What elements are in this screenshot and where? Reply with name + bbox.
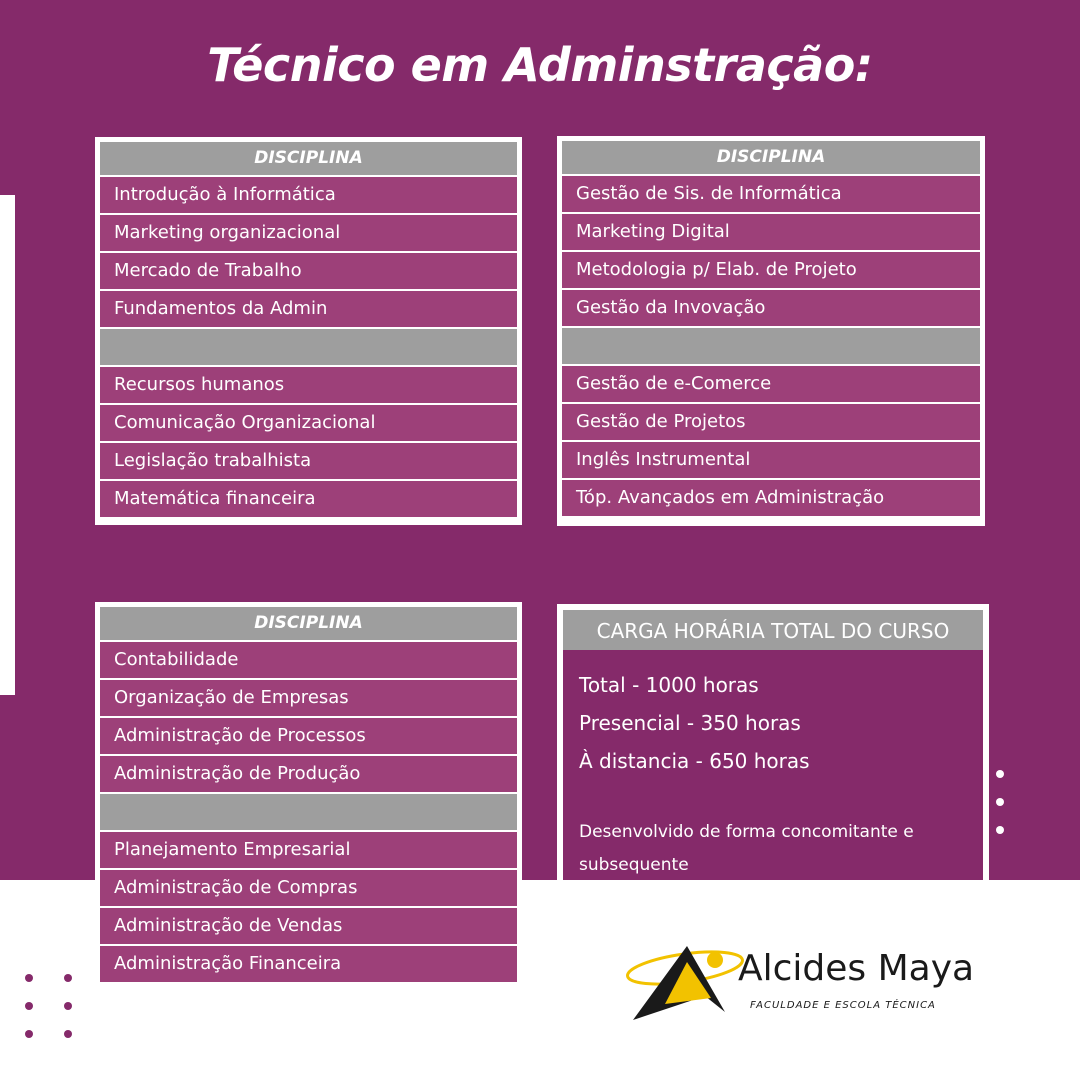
table-row: Planejamento Empresarial	[100, 832, 517, 868]
dot-icon	[996, 826, 1004, 834]
table-row: Recursos humanos	[100, 367, 517, 403]
table-row: Tóp. Avançados em Administração	[562, 480, 980, 516]
table-row: Gestão de Projetos	[562, 404, 980, 440]
table-header: DISCIPLINA	[100, 142, 517, 175]
table-row: Inglês Instrumental	[562, 442, 980, 478]
workload-note-line-1: Desenvolvido de forma concomitante e	[579, 822, 914, 842]
table-row: Legislação trabalhista	[100, 443, 517, 479]
table-row: Administração de Vendas	[100, 908, 517, 944]
dot-icon	[25, 1002, 33, 1010]
table-separator	[100, 329, 517, 365]
workload-note	[579, 816, 967, 882]
dot-icon	[64, 1002, 72, 1010]
workload-body	[563, 650, 983, 880]
logo-mark-icon	[625, 940, 745, 1030]
discipline-table-2	[557, 136, 985, 526]
table-row: Organização de Empresas	[100, 680, 517, 716]
table-separator	[562, 328, 980, 364]
table-row: Gestão de Sis. de Informática	[562, 176, 980, 212]
alcides-maya-logo	[625, 940, 975, 1030]
left-white-strip	[0, 195, 15, 695]
discipline-table-1	[95, 137, 522, 525]
table-header: DISCIPLINA	[562, 141, 980, 174]
page-title: Técnico em Adminstração:	[207, 38, 873, 92]
table-row: Comunicação Organizacional	[100, 405, 517, 441]
table-row: Mercado de Trabalho	[100, 253, 517, 289]
workload-header: CARGA HORÁRIA TOTAL DO CURSO	[563, 610, 983, 650]
dot-icon	[64, 1030, 72, 1038]
workload-presencial: Presencial - 350 horas	[579, 711, 801, 735]
table-separator	[100, 794, 517, 830]
workload-note-line-2: subsequente	[579, 855, 689, 875]
table-row: Contabilidade	[100, 642, 517, 678]
dot-icon	[25, 974, 33, 982]
table-row: Marketing Digital	[562, 214, 980, 250]
logo-tagline: FACULDADE E ESCOLA TÉCNICA	[750, 1000, 936, 1011]
workload-total: Total - 1000 horas	[579, 673, 759, 697]
table-header: DISCIPLINA	[100, 607, 517, 640]
dot-icon	[64, 974, 72, 982]
table-row: Marketing organizacional	[100, 215, 517, 251]
dot-icon	[996, 798, 1004, 806]
discipline-table-3	[95, 602, 522, 990]
table-row: Metodologia p/ Elab. de Projeto	[562, 252, 980, 288]
workload-distance: À distancia - 650 horas	[579, 749, 810, 773]
table-row: Administração Financeira	[100, 946, 517, 982]
logo-name: Alcides Maya	[738, 948, 975, 989]
table-row: Administração de Produção	[100, 756, 517, 792]
table-row: Administração de Compras	[100, 870, 517, 906]
workload-box	[557, 604, 989, 888]
table-row: Fundamentos da Admin	[100, 291, 517, 327]
dot-icon	[996, 770, 1004, 778]
table-row: Gestão da Invovação	[562, 290, 980, 326]
table-row: Administração de Processos	[100, 718, 517, 754]
dot-icon	[25, 1030, 33, 1038]
table-row: Matemática financeira	[100, 481, 517, 517]
table-row: Introdução à Informática	[100, 177, 517, 213]
table-row: Gestão de e-Comerce	[562, 366, 980, 402]
